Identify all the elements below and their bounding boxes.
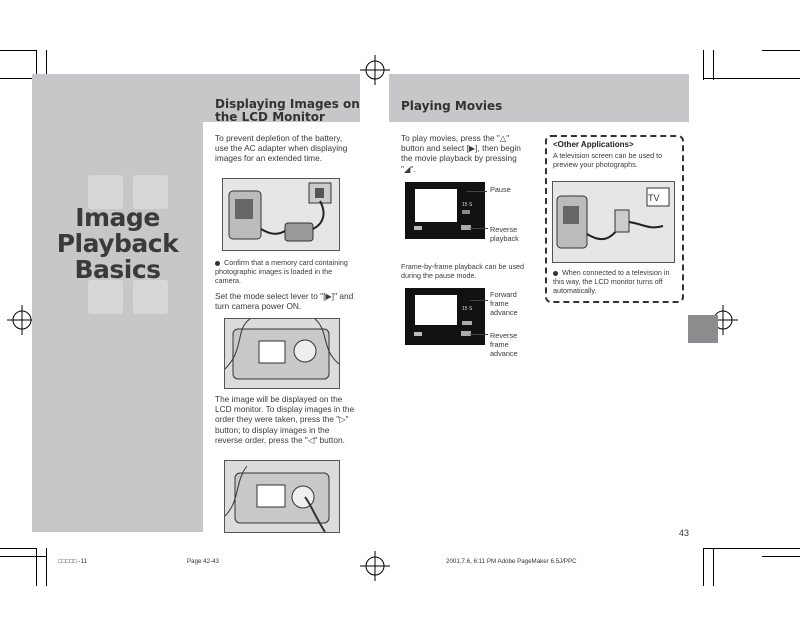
- lcd-screen: [415, 189, 457, 222]
- callout-line: [470, 300, 488, 301]
- page-number: 43: [679, 528, 690, 538]
- frame-text: Frame-by-frame playback can be used during the pause mode.: [401, 262, 525, 280]
- label-line: Forward: [490, 290, 517, 299]
- footer-left: □□□□□ -11: [58, 558, 87, 565]
- bullet-text: Confirm that a memory card containing photographic images is loaded in the camera.: [215, 258, 348, 285]
- other-applications-text: A television screen can be used to preview your photographs.: [553, 151, 663, 169]
- pause-label: Pause: [490, 185, 511, 194]
- heading-line: the LCD Monitor: [215, 110, 325, 124]
- crop-mark: [0, 50, 36, 51]
- battery-icon: [414, 226, 422, 230]
- crop-mark: [703, 548, 704, 586]
- mode-lever-photo: [224, 318, 340, 389]
- battery-icon: [414, 332, 422, 336]
- crop-mark: [0, 548, 36, 549]
- other-applications-title: <Other Applications>: [553, 140, 634, 149]
- label-line: frame: [490, 340, 509, 349]
- crop-mark: [762, 50, 800, 51]
- decorative-square: [88, 280, 123, 314]
- footer-center: Page 42-43: [187, 558, 219, 565]
- camera-ac-adapter-photo: [222, 178, 340, 251]
- label-line: advance: [490, 349, 518, 358]
- step-text: The image will be displayed on the LCD monitor. To display images in the order they were taken, press the "▷" button; to display images in the reverse order, press the "◁" button.: [215, 394, 355, 445]
- reverse-playback-label: [490, 225, 519, 243]
- crop-mark: [762, 556, 800, 557]
- crop-mark: [703, 78, 800, 79]
- crop-mark: [713, 548, 714, 586]
- tv-label: TV: [648, 193, 660, 203]
- section-title-line: Basics: [74, 255, 161, 284]
- bullet-icon: [553, 271, 558, 276]
- lcd-frame-figure: [405, 288, 485, 345]
- section-title-line: Playback: [56, 229, 179, 258]
- chapter-tab: [688, 315, 718, 343]
- label-line: Reverse: [490, 225, 518, 234]
- page-heading: [215, 98, 360, 124]
- lcd-screen: [415, 295, 457, 325]
- intro-text: To prevent depletion of the battery, use the AC adapter when displaying images for an extended time.: [215, 133, 348, 164]
- label-line: frame: [490, 299, 509, 308]
- time-label: 15 S: [462, 202, 473, 208]
- crop-mark: [703, 548, 800, 549]
- crop-mark: [713, 50, 714, 80]
- registration-mark-icon: [360, 551, 390, 581]
- intro-text: To play movies, press the "△" button and select [▶], then begin the movie playback by pressing "◢".: [401, 133, 521, 174]
- page-heading: Playing Movies: [401, 99, 503, 113]
- reverse-frame-label: [490, 331, 518, 358]
- callout-line: [467, 191, 487, 192]
- crop-mark: [36, 548, 37, 586]
- crop-mark: [703, 50, 704, 80]
- decorative-square: [133, 280, 168, 314]
- bullet-icon: [215, 261, 220, 266]
- callout-line: [470, 228, 488, 229]
- button-press-photo: [224, 460, 340, 533]
- heading-line: Displaying Images on: [215, 97, 360, 111]
- bullet-text: When connected to a television in this way, the LCD monitor turns off automatically.: [553, 268, 670, 295]
- section-title-line: Image: [75, 203, 160, 232]
- label-line: Reverse: [490, 331, 518, 340]
- forward-indicator: [462, 321, 472, 325]
- step-text: Set the mode select lever to "[▶]" and turn camera power ON.: [215, 291, 354, 312]
- time-label: 15 S: [462, 306, 473, 312]
- section-title: [32, 205, 203, 283]
- forward-frame-label: [490, 290, 518, 317]
- header-band: [389, 74, 689, 122]
- registration-mark-icon: [360, 55, 390, 85]
- label-line: advance: [490, 308, 518, 317]
- bullet-item: [215, 258, 355, 285]
- label-line: playback: [490, 234, 519, 243]
- callout-line: [470, 334, 488, 335]
- pause-indicator: [462, 210, 470, 214]
- crop-mark: [0, 556, 46, 557]
- footer-right: 2001.7.6, 6:11 PM Adobe PageMaker 6.5J/PPC: [446, 558, 577, 565]
- bullet-item: [553, 268, 677, 295]
- crop-mark: [46, 548, 47, 586]
